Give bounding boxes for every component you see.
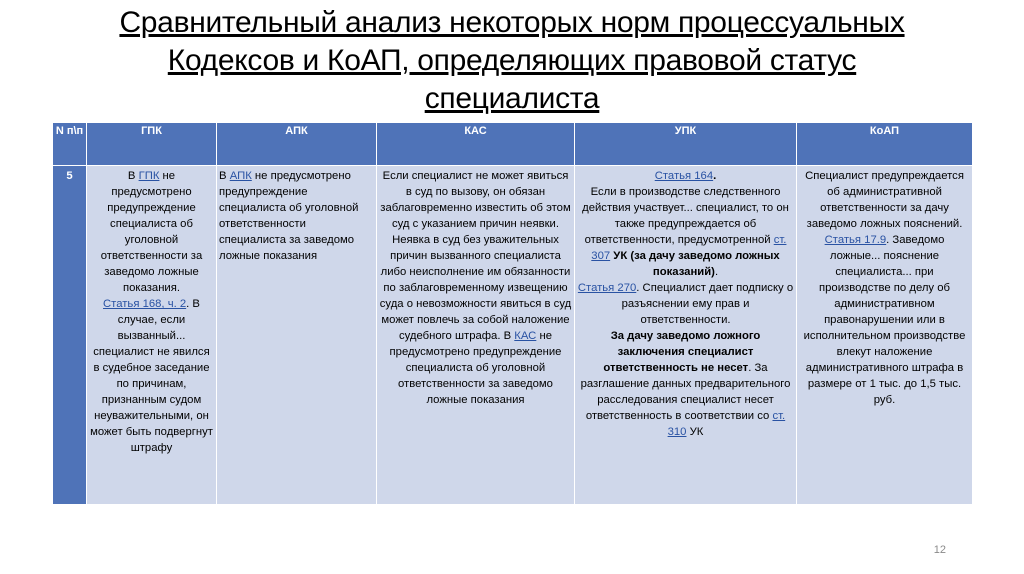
upk-bold-1: УК (за дачу заведомо ложных показаний)	[610, 250, 780, 278]
link-st-307[interactable]: ст. 307	[591, 234, 787, 262]
link-kas[interactable]: КАС	[514, 330, 537, 342]
slide-title	[60, 4, 964, 118]
cell-apk	[217, 166, 377, 505]
kas-text-2: не предусмотрено предупреждение специалиста об уголовной ответственности за заведомо ложные показания	[389, 330, 562, 406]
header-num: N п\п	[53, 123, 87, 166]
header-gpk: ГПК	[87, 123, 217, 166]
gpk-text-2: не предусмотрено предупреждение специалиста об уголовной ответственности за заведомо ложные показания.	[100, 170, 203, 294]
header-apk: АПК	[217, 123, 377, 166]
link-st-310[interactable]: ст. 310	[667, 410, 786, 438]
link-article-164[interactable]: Статья 164	[654, 170, 714, 182]
upk-text-6: УК	[686, 426, 704, 438]
upk-text-4: . Специалист дает подписку о разъяснении ему прав и ответственности.	[621, 282, 794, 326]
slide-title-line-2: Кодексов и КоАП, определяющих правовой статус	[167, 44, 857, 77]
slide-title-line-3: специалиста	[424, 82, 600, 115]
link-apk[interactable]: АПК	[229, 170, 252, 182]
comparison-table	[52, 122, 973, 505]
link-article-17-9[interactable]: Статья 17.9	[824, 234, 887, 246]
upk-text-3: .	[714, 266, 719, 278]
table-header-row	[53, 123, 973, 166]
upk-text-5: . За разглашение данных предварительного расследования специалист несет ответственность в соответствии со	[580, 362, 791, 422]
slide-title-line-1: Сравнительный анализ некоторых норм процессуальных	[119, 6, 905, 39]
upk-text-1: .	[713, 170, 717, 182]
upk-text-2: Если в производстве следственного действия участвует... специалист, то он также предупреждается об ответственности, предусмотренной	[582, 186, 789, 246]
upk-bold-2: За дачу заведомо ложного заключения специалист ответственность не несет	[603, 330, 761, 374]
cell-upk	[575, 166, 797, 505]
page-number: 12	[933, 544, 946, 556]
cell-koap	[797, 166, 973, 505]
link-article-270[interactable]: Статья 270	[577, 282, 637, 294]
apk-text-2: не предусмотрено предупреждение специалиста об уголовной ответственности специалиста за заведомо ложные показания	[219, 170, 359, 262]
koap-text-2: . Заведомо ложные... пояснение специалиста... при производстве по делу об административном правонарушении или в исполнительном производстве влекут наложение административного штрафа в размере от 1 тыс. до 1,5 тыс. руб.	[803, 234, 966, 406]
header-kas: КАС	[377, 123, 575, 166]
cell-kas	[377, 166, 575, 505]
gpk-text-3: . В случае, если вызванный... специалист не явился в судебное заседание по причинам, признанным судом неуважительными, он может быть подвергнут штрафу	[90, 298, 213, 454]
apk-text-1: В	[219, 170, 230, 182]
table-row	[53, 166, 973, 505]
cell-gpk	[87, 166, 217, 505]
header-koap: КоАП	[797, 123, 973, 166]
koap-text-1: Специалист предупреждается об административной ответственности за дачу заведомо ложных пояснений.	[805, 170, 964, 230]
gpk-text-1: В	[127, 170, 139, 182]
kas-text-1: Если специалист не может явиться в суд по вызову, он обязан заблаговременно известить об этом суд с указанием причин неявки. Неявка в суд без уважительных причин вызванного специалиста либо неисполнение им обязанности по заблаговременному извещению суда о невозможности явиться в суд может повлечь за собой наложение судебного штрафа. В	[379, 170, 572, 342]
cell-num: 5	[53, 166, 87, 505]
link-article-168[interactable]: Статья 168, ч. 2	[103, 298, 187, 310]
link-gpk[interactable]: ГПК	[138, 170, 160, 182]
header-upk: УПК	[575, 123, 797, 166]
